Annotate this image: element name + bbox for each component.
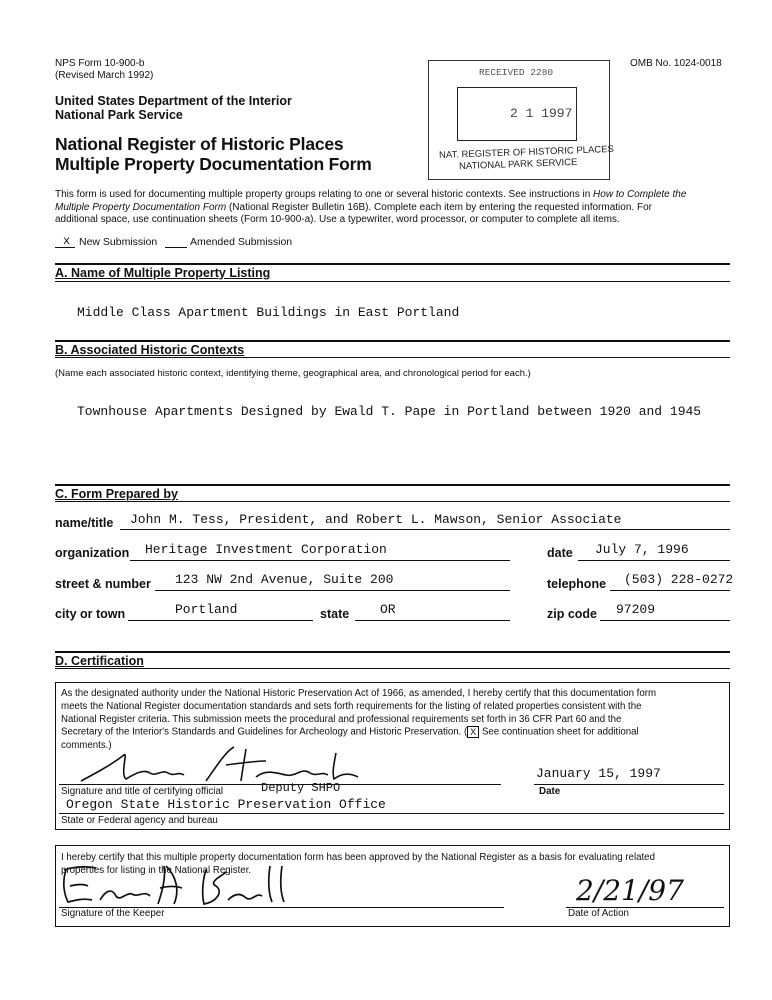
- stamp-date: 2 1 1997: [510, 106, 573, 121]
- zip-value[interactable]: 97209: [616, 602, 656, 617]
- form-number: NPS Form 10-900-b: [55, 58, 145, 69]
- telephone-value[interactable]: (503) 228-0272: [624, 572, 734, 587]
- zip-label: zip code: [547, 607, 598, 621]
- section-b-instruction: (Name each associated historic context, identifying theme, geographical area, and chronological period for each.): [55, 368, 531, 379]
- street-value[interactable]: 123 NW 2nd Avenue, Suite 200: [175, 572, 394, 587]
- date-label: date: [547, 546, 573, 560]
- telephone-label: telephone: [547, 577, 607, 591]
- section-d-heading: D. Certification: [55, 654, 144, 668]
- organization-label: organization: [55, 546, 130, 560]
- intro-line3: additional space, use continuation sheets (Form 10-900-a). Use a typewriter, word processor, or computer to complete all items.: [55, 214, 620, 225]
- keeper-signature: [56, 862, 306, 910]
- revised-date: (Revised March 1992): [55, 70, 154, 81]
- cert-line5: comments.): [61, 739, 112, 751]
- organization-value[interactable]: Heritage Investment Corporation: [145, 542, 387, 557]
- historic-context-value[interactable]: Townhouse Apartments Designed by Ewald T. Pape in Portland between 1920 and 1945: [77, 404, 702, 419]
- state-label: state: [320, 607, 350, 621]
- new-submission-mark[interactable]: x: [63, 234, 71, 248]
- intro-line2b: (National Register Bulletin 16B). Complete each item by entering the requested information. For: [226, 201, 652, 213]
- date-of-action-label: Date of Action: [568, 908, 629, 919]
- stamp-line1: NAT. REGISTER OF HISTORIC PLACES: [438, 143, 615, 162]
- section-b-heading: B. Associated Historic Contexts: [55, 343, 245, 357]
- stamp-received: RECEIVED 2280: [479, 67, 554, 78]
- omb-number: OMB No. 1024-0018: [630, 58, 722, 69]
- name-title-value[interactable]: John M. Tess, President, and Robert L. Mawson, Senior Associate: [130, 512, 622, 527]
- keeper-signature-label: Signature of the Keeper: [61, 908, 165, 919]
- date-value[interactable]: July 7, 1996: [595, 542, 689, 557]
- state-value[interactable]: OR: [380, 602, 396, 617]
- street-label: street & number: [55, 577, 151, 591]
- intro-line2a: Multiple Property Documentation Form: [55, 201, 227, 213]
- service: National Park Service: [55, 108, 183, 122]
- keeper-line1: I hereby certify that this multiple property documentation form has been approved by the National Register as a basis for evaluating related: [61, 852, 655, 863]
- stamp-inner-box: [457, 87, 577, 141]
- certification-date[interactable]: January 15, 1997: [536, 766, 661, 781]
- agency-value[interactable]: Oregon State Historic Preservation Office: [66, 797, 386, 812]
- amended-submission-label: Amended Submission: [190, 236, 293, 248]
- city-label: city or town: [55, 607, 126, 621]
- cert-line4a: Secretary of the Interior's Standards and Guidelines for Archeology and Historic Preservation. (: [61, 726, 468, 738]
- intro-line1b: How to Complete the: [593, 189, 687, 200]
- agency-label: State or Federal agency and bureau: [61, 815, 218, 826]
- cert-line4b: See continuation sheet for additional: [479, 726, 639, 738]
- name-title-label: name/title: [55, 516, 114, 530]
- cert-line2: meets the National Register documentation standards and sets forth requirements for the listing of related properties consistent with the: [61, 700, 642, 712]
- city-value[interactable]: Portland: [175, 602, 238, 617]
- received-stamp: [428, 60, 615, 180]
- signature-title-value[interactable]: Deputy SHPO: [261, 781, 341, 795]
- intro-paragraph: [55, 189, 735, 227]
- cert-line1: As the designated authority under the National Historic Preservation Act of 1966, as amended, I hereby certify that this documentation form: [61, 688, 657, 699]
- new-submission-label: New Submission: [79, 236, 158, 248]
- form-title-line2: Multiple Property Documentation Form: [55, 154, 372, 174]
- cert-line3: National Register criteria. This submission meets the procedural and professional requirements set forth in 36 CFR Part 60 and the: [61, 713, 622, 725]
- section-c-heading: C. Form Prepared by: [55, 487, 178, 501]
- amended-submission-blank[interactable]: [165, 247, 187, 248]
- signature-title-label: Signature and title of certifying official: [61, 786, 224, 797]
- certification-box: [55, 682, 730, 830]
- section-a-heading: A. Name of Multiple Property Listing: [55, 266, 271, 280]
- stamp-line2: NATIONAL PARK SERVICE: [458, 156, 578, 173]
- date-of-action-value[interactable]: 2/21/97: [576, 874, 684, 907]
- intro-line1a: This form is used for documenting multiple property groups relating to one or several historic contexts. See instructions in: [55, 189, 594, 200]
- cert-date-label: Date: [539, 786, 561, 797]
- department: United States Department of the Interior: [55, 94, 292, 108]
- property-listing-name[interactable]: Middle Class Apartment Buildings in East Portland: [77, 305, 460, 320]
- keeper-box: [55, 845, 730, 927]
- continuation-checkbox[interactable]: X: [467, 726, 479, 738]
- form-title-line1: National Register of Historic Places: [55, 134, 344, 154]
- keeper-line2: properties for listing in the National Register.: [61, 864, 252, 876]
